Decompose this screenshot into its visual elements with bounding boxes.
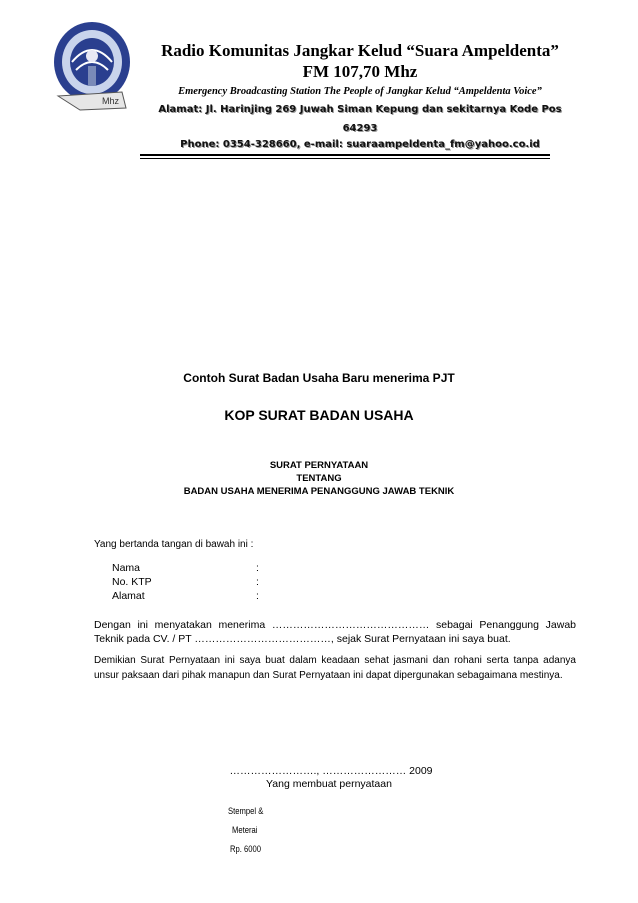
stamp-line-2: Meterai — [232, 825, 258, 835]
statement-about: TENTANG — [296, 473, 342, 484]
field-label-nama: Nama — [112, 562, 141, 574]
field-label-ktp: No. KTP — [112, 576, 152, 588]
station-address — [140, 100, 580, 138]
field-colon-alamat: : — [256, 590, 259, 602]
paragraph-acceptance: Dengan ini menyatakan menerima ……………………………………… sebagai Penanggung Jawab Teknik pada CV. / PT …………………………………, sejak Surat Pernyataan ini saya buat. — [94, 619, 576, 645]
example-caption: Contoh Surat Badan Usaha Baru menerima PJT — [183, 371, 455, 385]
field-colon-nama: : — [256, 562, 259, 574]
station-frequency: FM 107,70 Mhz — [302, 62, 418, 81]
station-contact: Phone: 0354-328660, e-mail: suaraampeldenta_fm@yahoo.co.id — [180, 139, 540, 150]
intro-text: Yang bertanda tangan di bawah ini : — [94, 539, 254, 550]
station-name-line1: Radio Komunitas Jangkar Kelud “Suara Ampeldenta” — [161, 41, 559, 60]
header-divider-thin — [140, 158, 550, 159]
signer-label: Yang membuat pernyataan — [266, 778, 392, 790]
station-subtitle: Emergency Broadcasting Station The People of Jangkar Kelud “Ampeldenta Voice” — [178, 86, 542, 97]
stamp-line-3: Rp. 6000 — [230, 844, 262, 854]
address-line1: Alamat: Jl. Harinjing 269 Juwah Siman Kepung dan sekitarnya Kode Pos — [158, 104, 562, 115]
statement-subject: BADAN USAHA MENERIMA PENANGGUNG JAWAB TEKNIK — [183, 486, 455, 497]
header-divider-thick — [140, 154, 550, 156]
field-label-alamat: Alamat — [112, 590, 145, 602]
paragraph-closing: Demikian Surat Pernyataan ini saya buat dalam keadaan sehat jasmani dan rohani serta tanpa adanya unsur paksaan dari pihak manapun dan Surat Pernyataan ini dapat dipergunakan sebagaimana mestinya. — [94, 655, 576, 681]
letterhead-placeholder: KOP SURAT BADAN USAHA — [224, 407, 414, 423]
logo-mhz-text: Mhz — [102, 96, 120, 106]
radio-logo — [50, 18, 134, 114]
address-postcode: 64293 — [342, 123, 378, 134]
place-date-line: ……………………., …………………… 2009 — [229, 765, 433, 777]
statement-title: SURAT PERNYATAAN — [269, 460, 369, 471]
station-name — [140, 40, 580, 82]
stamp-line-1: Stempel & — [228, 806, 264, 816]
field-colon-ktp: : — [256, 576, 259, 588]
